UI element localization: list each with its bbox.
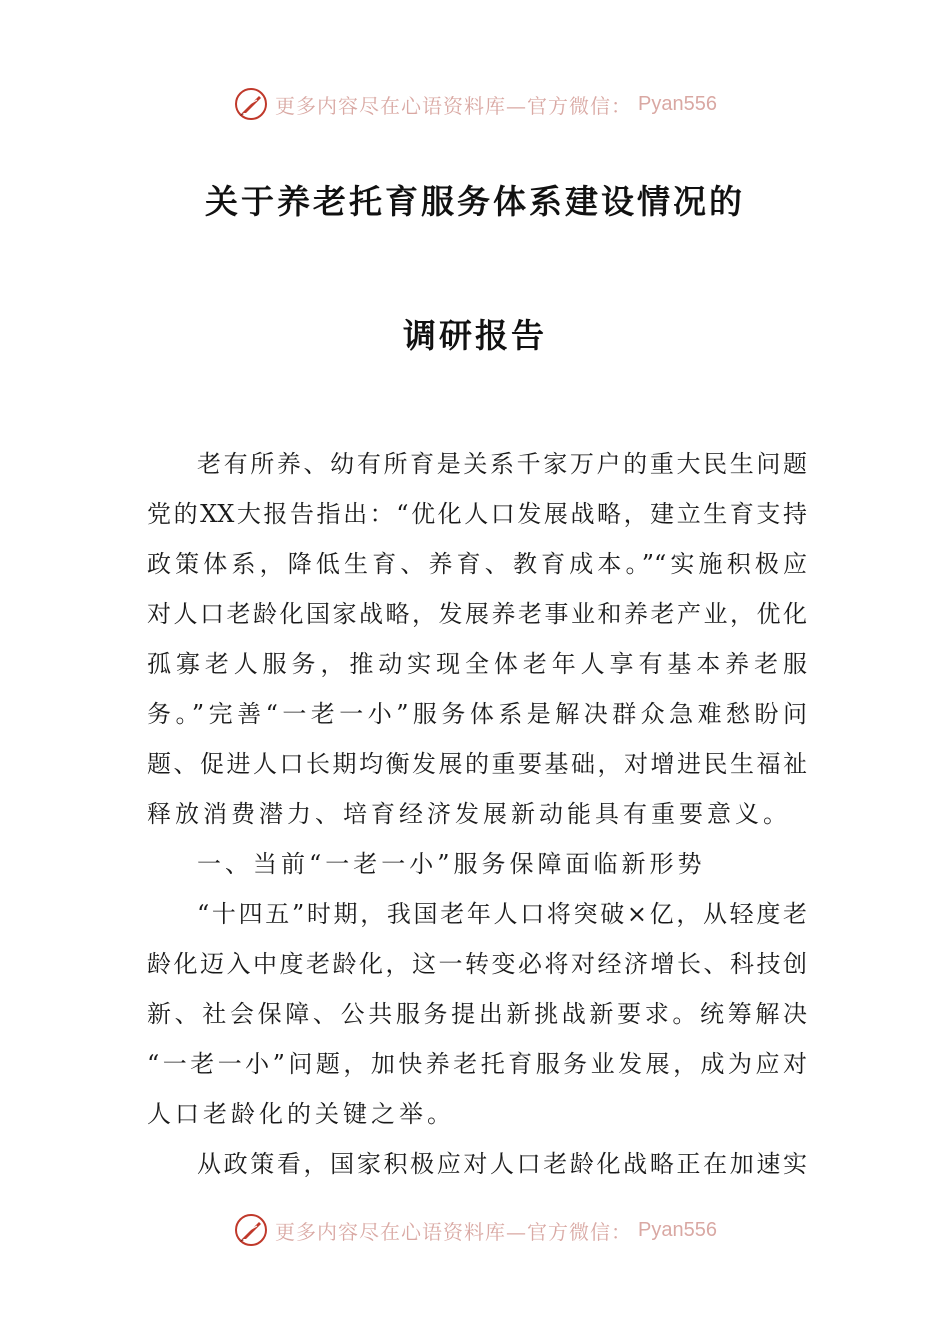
body-line: 新、社会保障、公共服务提出新挑战新要求。统筹解决 bbox=[147, 1000, 807, 1028]
quill-logo-icon bbox=[233, 86, 269, 122]
body-line: 释放消费潜力、培育经济发展新动能具有重要意义。 bbox=[147, 800, 791, 828]
body-line: 党的XX大报告指出：“优化人口发展战略，建立生育支持 bbox=[147, 500, 807, 528]
footer-watermark bbox=[0, 1210, 950, 1250]
body-line: 题、促进人口长期均衡发展的重要基础，对增进民生福祉 bbox=[147, 750, 807, 778]
watermark-wechat-id: Pyan556 bbox=[638, 92, 717, 115]
body-line: 政策体系，降低生育、养育、教育成本。”“实施积极应 bbox=[147, 550, 807, 578]
body-line: “十四五”时期，我国老年人口将突破×亿，从轻度老 bbox=[197, 900, 807, 928]
watermark-wechat-id: Pyan556 bbox=[638, 1218, 717, 1241]
document-title-line-1: 关于养老托育服务体系建设情况的 bbox=[205, 182, 745, 221]
section-heading: 一、当前“一老一小”服务保障面临新形势 bbox=[197, 850, 706, 878]
body-line: 对人口老龄化国家战略，发展养老事业和养老产业，优化 bbox=[147, 600, 807, 628]
body-line: “一老一小”问题，加快养老托育服务业发展，成为应对 bbox=[147, 1050, 807, 1078]
body-line: 务。”完善“一老一小”服务体系是解决群众急难愁盼问 bbox=[147, 700, 807, 728]
watermark-text: 更多内容尽在心语资料库—官方微信： bbox=[275, 1219, 633, 1244]
body-line: 孤寡老人服务，推动实现全体老年人享有基本养老服 bbox=[147, 650, 807, 678]
document-title-line-2: 调研报告 bbox=[403, 316, 547, 355]
header-watermark bbox=[0, 84, 950, 124]
document-body bbox=[147, 444, 807, 1194]
body-line: 人口老龄化的关键之举。 bbox=[147, 1100, 455, 1128]
body-line: 从政策看，国家积极应对人口老龄化战略正在加速实 bbox=[197, 1150, 807, 1178]
watermark-text: 更多内容尽在心语资料库—官方微信： bbox=[275, 93, 633, 118]
body-line: 龄化迈入中度老龄化，这一转变必将对经济增长、科技创 bbox=[147, 950, 807, 978]
quill-logo-icon bbox=[233, 1212, 269, 1248]
body-line: 老有所养、幼有所育是关系千家万户的重大民生问题 bbox=[197, 450, 807, 478]
